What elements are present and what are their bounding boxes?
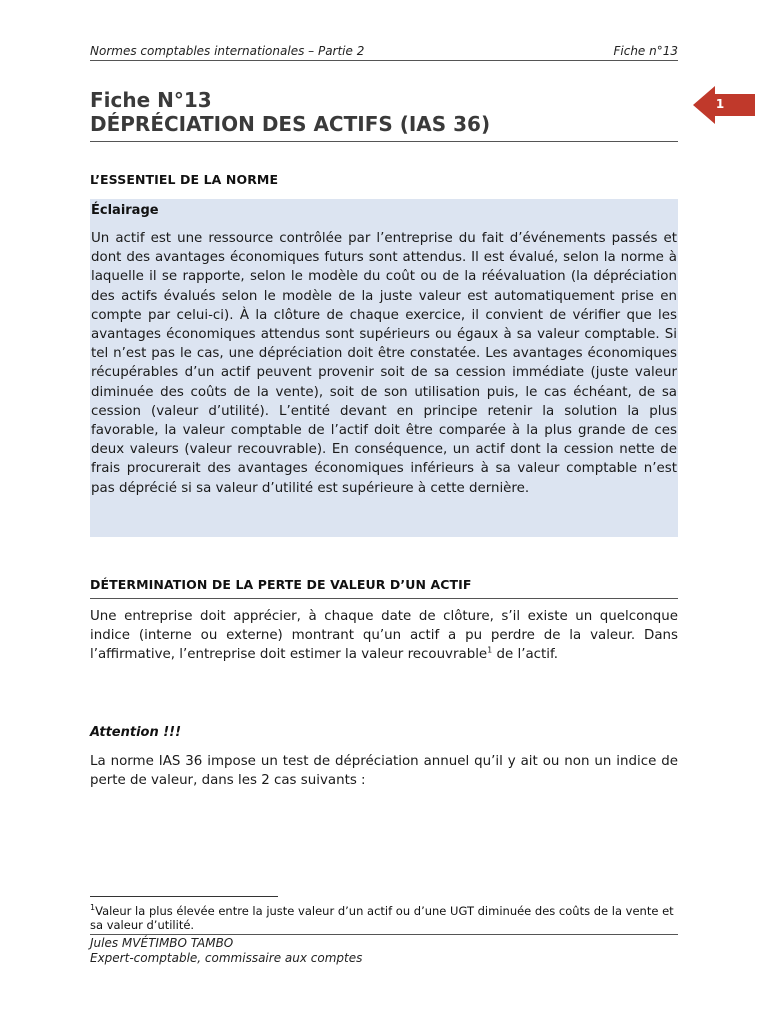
- footnote-rule: [90, 896, 278, 897]
- footer-rule: [90, 934, 678, 935]
- title-rule: [90, 141, 678, 142]
- header-series-title: Normes comptables internationales – Partie 2: [90, 44, 365, 58]
- page-number-arrow-icon: [693, 86, 755, 124]
- sheet-subject: DÉPRÉCIATION DES ACTIFS (IAS 36): [90, 112, 491, 136]
- section-rule: [90, 598, 678, 599]
- sheet-title: Fiche N°13: [90, 88, 212, 112]
- header-rule: [90, 60, 678, 61]
- header-sheet-number: Fiche n°13: [613, 44, 678, 58]
- footnote-reference: 1: [487, 645, 493, 655]
- title-block: [90, 88, 678, 136]
- page-footer: [90, 936, 678, 966]
- eclairage-heading: Éclairage: [91, 203, 159, 218]
- footnote: [90, 904, 680, 932]
- footer-role: Expert-comptable, commissaire aux comptes: [90, 951, 363, 965]
- footnote-mark: 1: [90, 903, 96, 913]
- eclairage-box: [90, 199, 678, 537]
- section-heading-essentiel: L’ESSENTIEL DE LA NORME: [90, 172, 279, 187]
- running-header: [90, 43, 678, 59]
- attention-label: Attention !!!: [90, 725, 182, 740]
- section-heading-determination: DÉTERMINATION DE LA PERTE DE VALEUR D’UN ACTIF: [90, 577, 472, 592]
- determination-text-end: de l’actif.: [492, 647, 559, 663]
- determination-paragraph: [90, 607, 678, 665]
- footnote-text: Valeur la plus élevée entre la juste valeur d’un actif ou d’une UGT diminuée des coûts de la vente et sa valeur d’utilité.: [90, 904, 674, 932]
- determination-text: Une entreprise doit apprécier, à chaque date de clôture, s’il existe un quelconque indice (interne ou externe) montrant qu’un actif a pu perdre de la valeur. Dans l’affirmative, l’entreprise doit estimer la valeur recouvrable: [90, 609, 678, 663]
- eclairage-text: Un actif est une ressource contrôlée par l’entreprise du fait d’événements passés et dont des avantages économiques futurs sont attendus. Il est évalué, selon la norme à laquelle il se rapporte, selon le modèle du coût ou de la réévaluation (la dépréciation des actifs évalués selon le modèle de la juste valeur est automatiquement prise en compte par celui-ci). À la clôture de chaque exercice, il convient de vérifier que les avantages économiques attendus sont supérieurs ou égaux à sa valeur comptable. Si tel n’est pas le cas, une dépréciation doit être constatée. Les avantages économiques récupérables d’un actif peuvent provenir soit de sa cession immédiate (juste valeur diminuée des coûts de la vente), soit de son utilisation puis, le cas échéant, de sa cession (valeur d’utilité). L’entité devant en principe retenir la solution la plus favorable, la valeur comptable de l’actif doit être comparée à la plus grande de ces deux valeurs (valeur recouvrable). En conséquence, un actif dont la cession nette de frais procurerait des avantages économiques inférieurs à sa valeur comptable n’est pas déprécié si sa valeur d’utilité est supérieure à cette dernière.: [91, 231, 677, 496]
- attention-text: La norme IAS 36 impose un test de dépréciation annuel qu’il y ait ou non un indice de perte de valeur, dans les 2 cas suivants :: [90, 754, 678, 789]
- page-number: 1: [715, 97, 725, 111]
- footer-author: Jules MVÉTIMBO TAMBO: [90, 936, 234, 950]
